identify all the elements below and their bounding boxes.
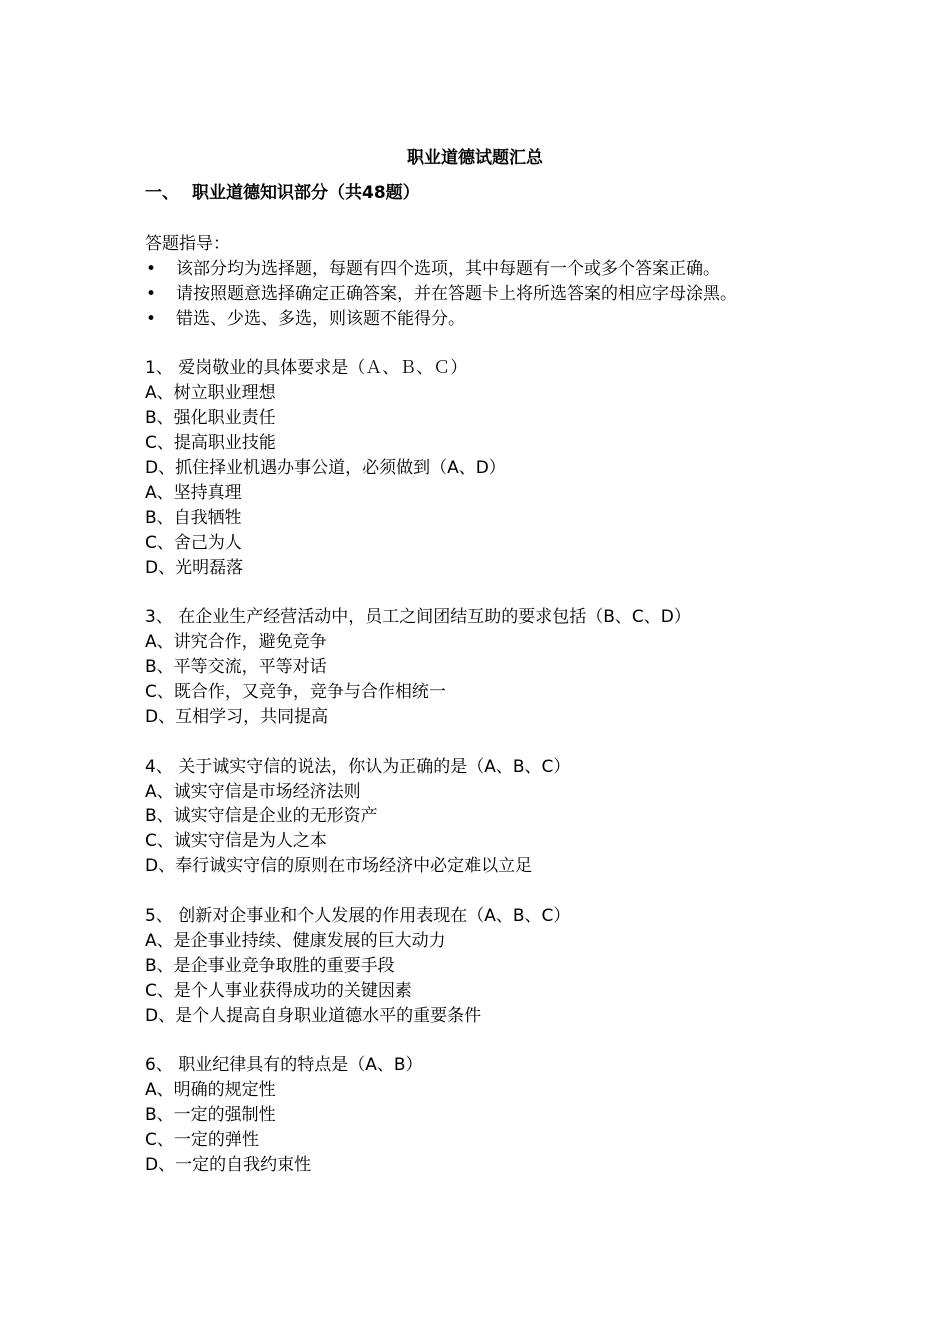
option-line: C、既合作，又竞争，竞争与合作相统一 <box>145 682 446 703</box>
option-line: B、诚实守信是企业的无形资产 <box>145 806 378 827</box>
option-line: C、是个人事业获得成功的关键因素 <box>145 980 412 1001</box>
option-line: D、互相学习，共同提高 <box>145 706 329 727</box>
guide-heading: 答题指导： <box>145 234 230 254</box>
question-stem: 4、 关于诚实守信的说法，你认为正确的是（A、B、C） <box>145 756 571 777</box>
option-line: B、一定的强制性 <box>145 1105 276 1126</box>
option-line: D、一定的自我约束性 <box>145 1154 312 1175</box>
option-line: D、抓住择业机遇办事公道，必须做到（A、D） <box>145 458 506 479</box>
option-line: A、明确的规定性 <box>145 1080 276 1101</box>
option-line: C、一定的弹性 <box>145 1130 259 1151</box>
option-line: C、舍己为人 <box>145 532 242 553</box>
question-block <box>145 755 845 879</box>
document-title: 职业道德试题汇总 <box>407 148 543 168</box>
question-stem: 1、 爱岗敬业的具体要求是（Ａ、Ｂ、Ｃ） <box>145 358 468 379</box>
guide-list <box>145 257 845 332</box>
bullet-glyph: • <box>146 308 157 329</box>
option-line: C、提高职业技能 <box>145 433 276 454</box>
option-line: A、讲究合作，避免竞争 <box>145 632 327 653</box>
question-stem: 5、 创新对企事业和个人发展的作用表现在（A、B、C） <box>145 906 571 927</box>
question-block <box>145 356 845 580</box>
document-body <box>145 232 845 1178</box>
option-line: C、诚实守信是为人之本 <box>145 831 327 852</box>
option-line: A、诚实守信是市场经济法则 <box>145 781 361 802</box>
question-block <box>145 605 845 729</box>
option-line: A、坚持真理 <box>145 482 242 503</box>
option-line: B、平等交流，平等对话 <box>145 657 327 678</box>
question-block <box>145 904 845 1028</box>
section-number: 一、 <box>145 183 179 203</box>
option-line: A、是企事业持续、健康发展的巨大动力 <box>145 930 446 951</box>
section-heading <box>145 181 420 205</box>
option-line: A、树立职业理想 <box>145 383 276 404</box>
option-line: D、是个人提高自身职业道德水平的重要条件 <box>145 1005 482 1026</box>
question-block <box>145 1053 845 1177</box>
guide-item: • 该部分均为选择题，每题有四个选项，其中每题有一个或多个答案正确。 <box>145 257 845 282</box>
guide-item: • 请按照题意选择确定正确答案，并在答题卡上将所选答案的相应字母涂黑。 <box>145 282 845 307</box>
option-line: D、奉行诚实守信的原则在市场经济中必定难以立足 <box>145 856 533 877</box>
option-line: B、是企事业竞争取胜的重要手段 <box>145 955 395 976</box>
option-line: B、强化职业责任 <box>145 408 276 429</box>
option-line: D、光明磊落 <box>145 557 244 578</box>
question-stem: 6、 职业纪律具有的特点是（A、B） <box>145 1055 423 1076</box>
guide-item: • 错选、少选、多选，则该题不能得分。 <box>145 307 845 332</box>
bullet-glyph: • <box>146 258 157 279</box>
question-stem: 3、 在企业生产经营活动中，员工之间团结互助的要求包括（B、C、D） <box>145 607 691 628</box>
bullet-glyph: • <box>146 283 157 304</box>
section-text: 职业道德知识部分（共48题） <box>192 183 420 203</box>
option-line: B、自我牺牲 <box>145 507 242 528</box>
